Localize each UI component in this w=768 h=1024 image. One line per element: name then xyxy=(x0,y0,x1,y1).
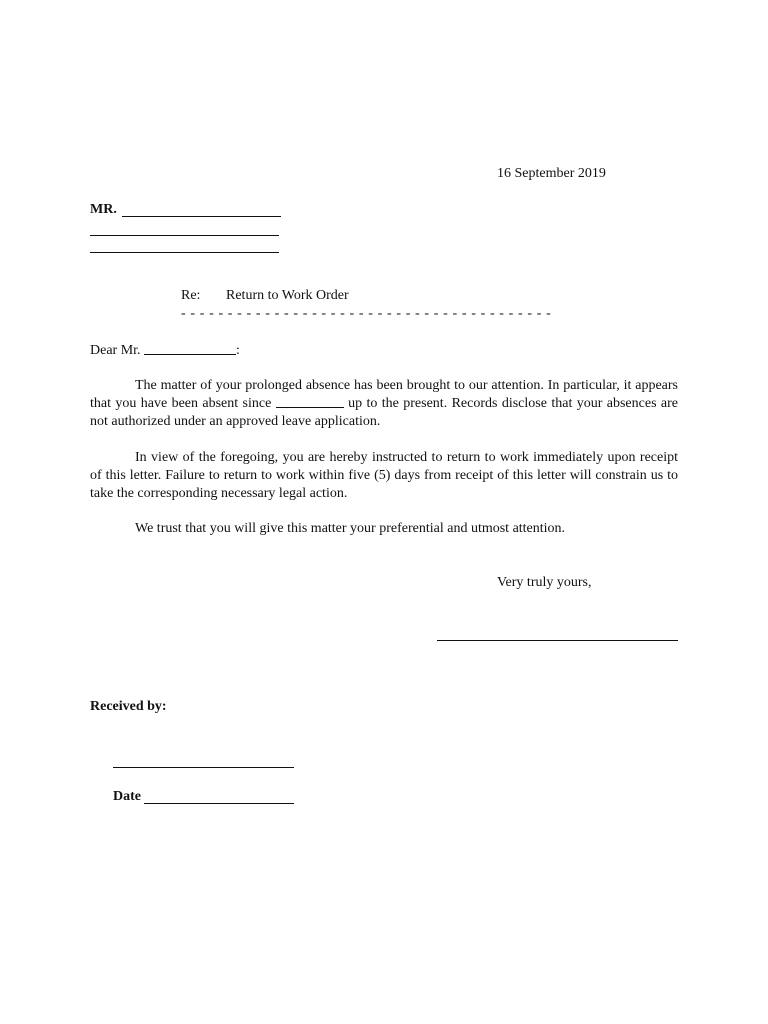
salutation xyxy=(90,343,240,359)
paragraph-instruction: In view of the foregoing, you are hereby instructed to return to work immediately upon receipt of this letter. Failure to return to work within five (5) days from receipt of this letter will constrain us to take the corresponding necessary legal action. xyxy=(90,450,678,501)
date-label: Date xyxy=(113,789,141,804)
signature-line xyxy=(437,640,678,641)
absence-date-blank xyxy=(276,407,344,408)
recipient-address-blank-2 xyxy=(90,252,279,253)
salutation-text: Dear Mr. xyxy=(90,343,141,358)
recipient-name-blank xyxy=(122,216,281,217)
paragraph-absence-part2: up to the present. Records disclose that your absences are not authorized under an approved leave application. xyxy=(90,396,678,429)
date-blank xyxy=(144,803,294,804)
letter-date: 16 September 2019 xyxy=(497,166,606,181)
recipient-label: MR. xyxy=(90,202,117,217)
subject-title: Return to Work Order xyxy=(226,288,349,303)
received-by-label: Received by: xyxy=(90,699,167,714)
paragraph-absence xyxy=(90,377,678,431)
paragraph-absence-part1: The matter of your prolonged absence has been brought to our attention. In particular, it appears that you have been absent since xyxy=(90,378,678,411)
salutation-colon: : xyxy=(236,343,240,358)
subject-separator: - - - - - - - - - - - - - - - - - - - - - - - - - - - - - - - - - - - - - - - - xyxy=(181,306,552,321)
closing: Very truly yours, xyxy=(497,575,592,590)
subject-prefix: Re: xyxy=(181,288,201,303)
paragraph-trust: We trust that you will give this matter your preferential and utmost attention. xyxy=(135,521,566,536)
received-by-signature-line xyxy=(113,767,294,768)
salutation-name-blank xyxy=(144,354,236,355)
recipient-address-blank-1 xyxy=(90,235,279,236)
